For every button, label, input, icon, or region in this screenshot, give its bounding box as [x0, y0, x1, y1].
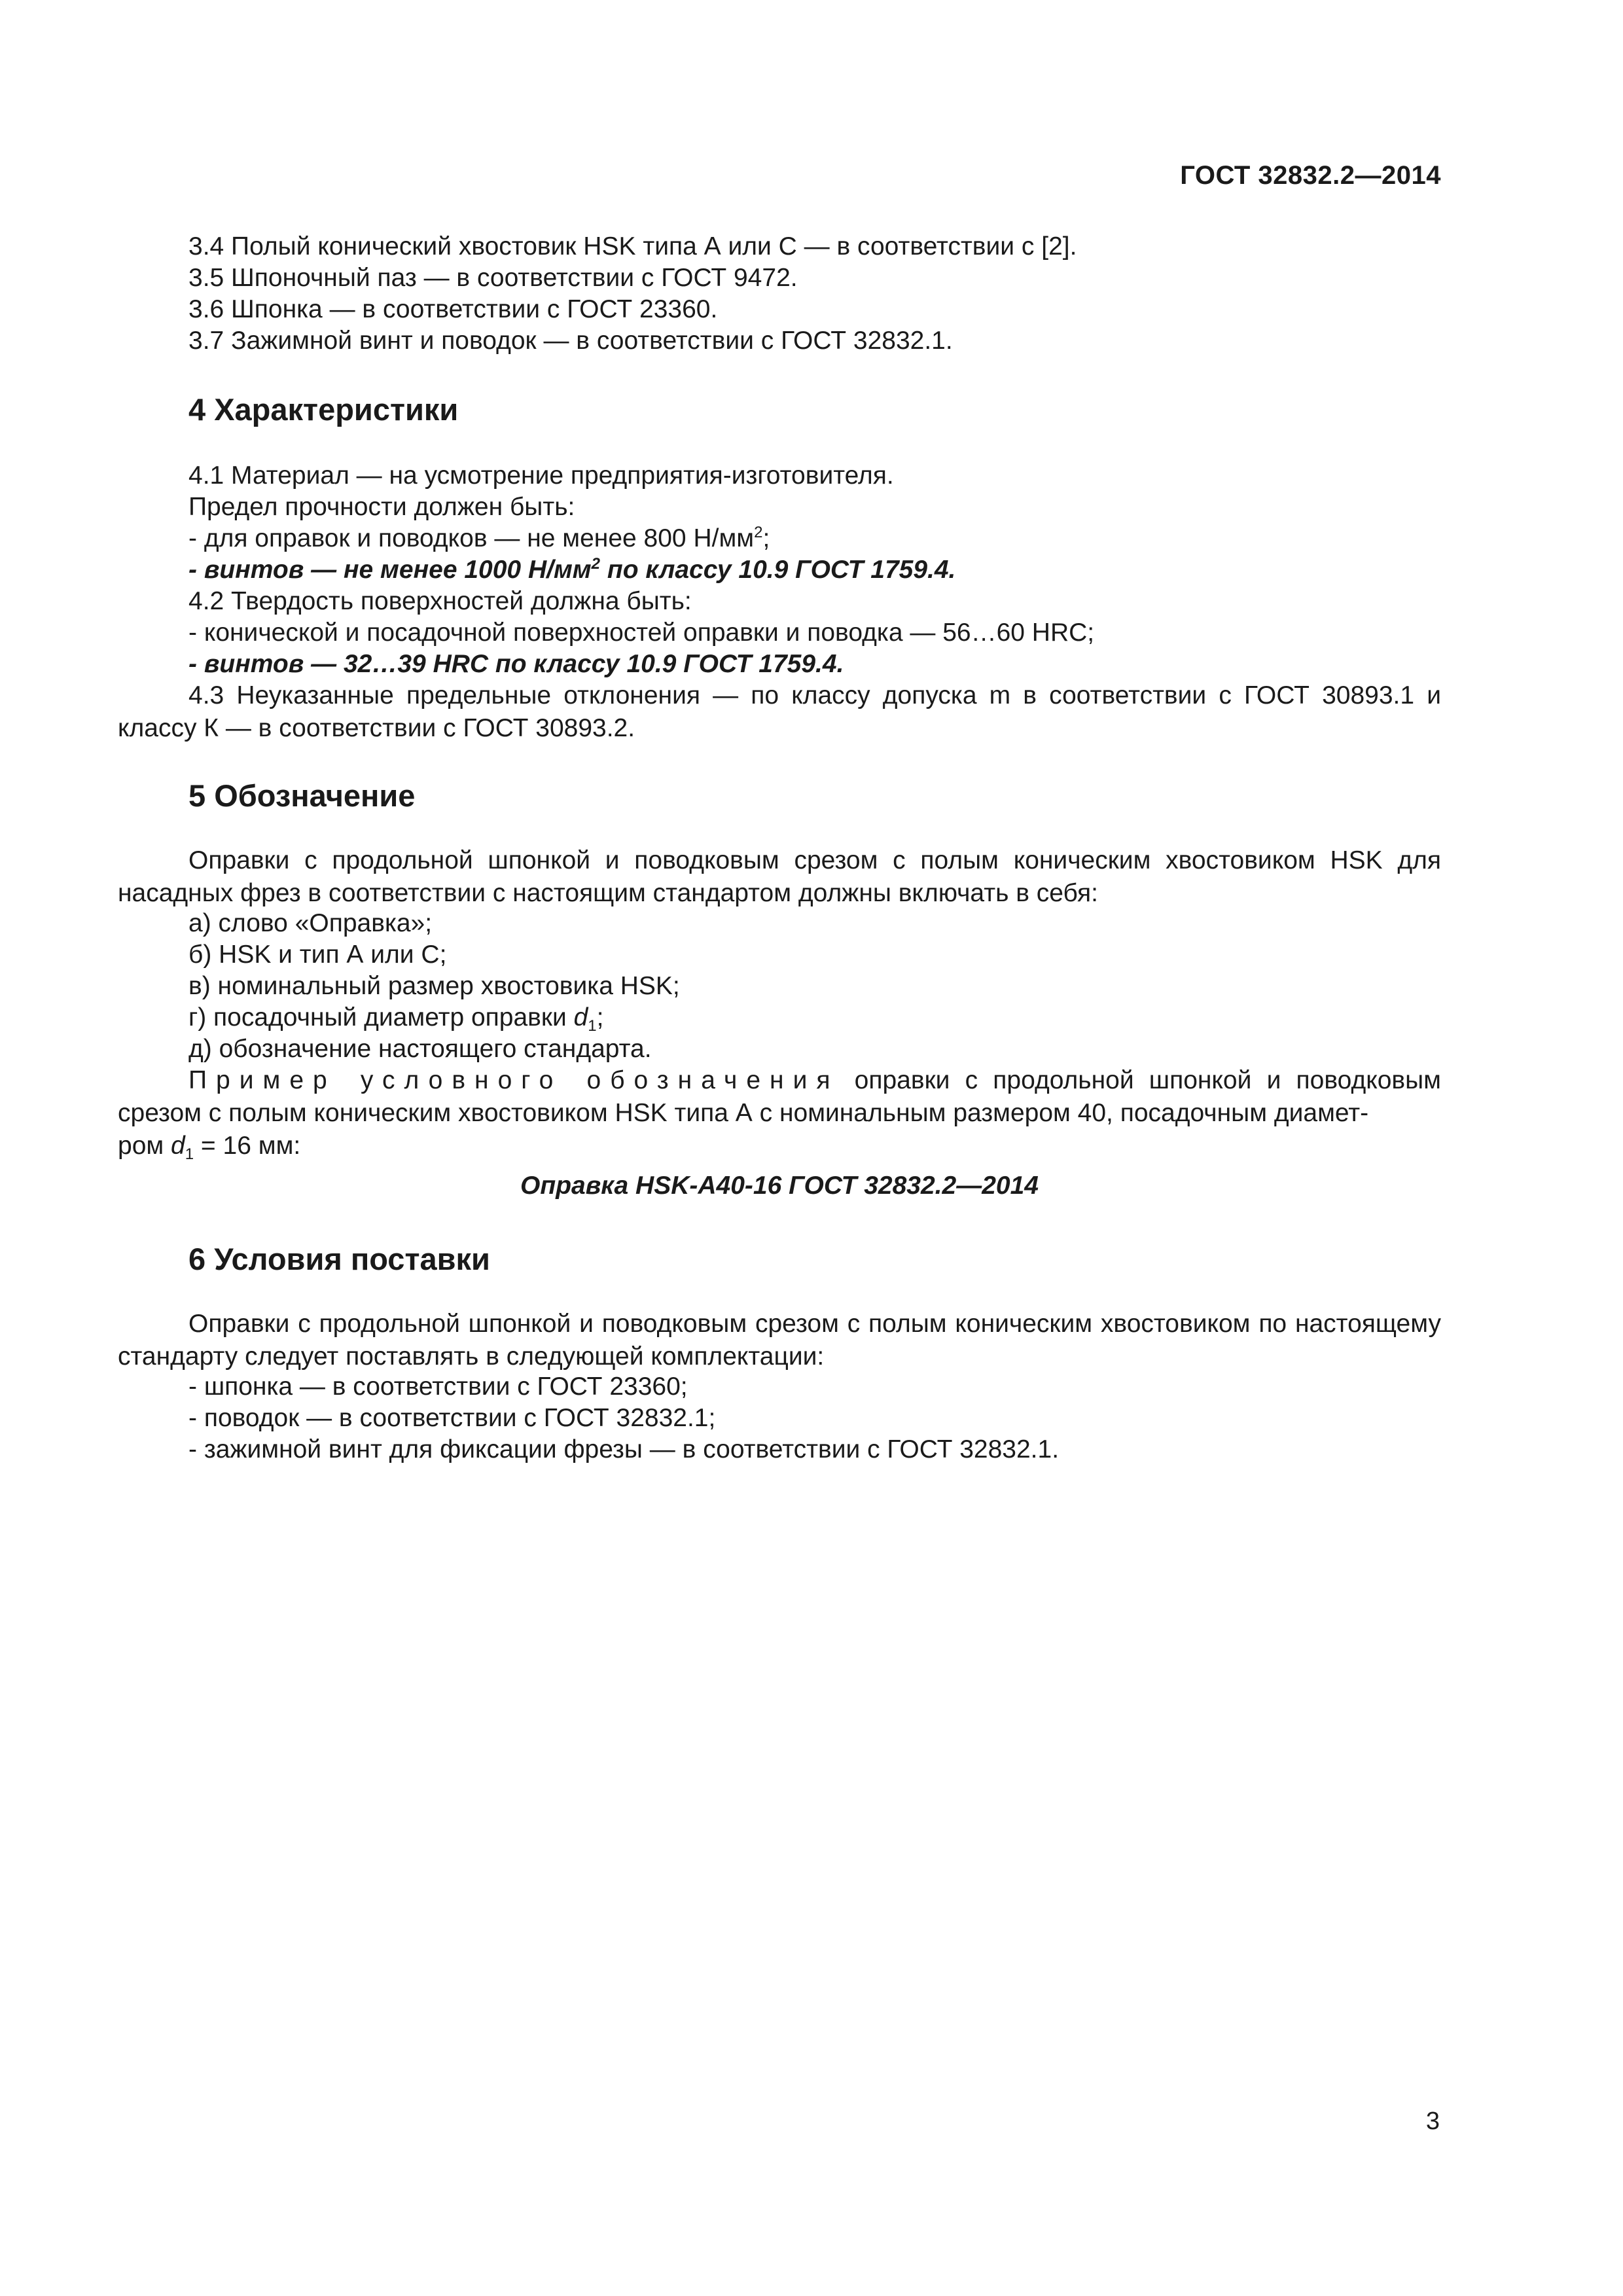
section-6-heading: 6 Условия поставки	[188, 1242, 490, 1276]
supply-item-screw: - зажимной винт для фиксации фрезы — в соответствии с ГОСТ 32832.1.	[188, 1435, 1060, 1463]
list-item-b: б) HSK и тип А или С;	[188, 941, 447, 969]
strength-intro: Предел прочности должен быть:	[188, 493, 575, 521]
clause-4-3: 4.3 Неуказанные предельные отклонения — по классу допуска m в соответствии с ГОСТ 30893.1 и классу К — в соответствии с ГОСТ 30893.2.	[118, 681, 1441, 742]
designation-example: Пример условного обозначения оправки с продольной шпонкой и поводковым срезом с полым коническим хвостовиком HSK типа А с номинальным размером 40, посадочным диамет- ром $d_1 = 16$ мм:	[118, 1066, 1441, 1163]
hardness-mandrels: - конической и посадочной поверхностей оправки и поводка — 56…60 HRC;	[188, 619, 1095, 647]
clause-3-6: 3.6 Шпонка — в соответствии с ГОСТ 23360.	[188, 295, 718, 323]
supply-item-driver: - поводок — в соответствии с ГОСТ 32832.1;	[188, 1404, 716, 1432]
list-item-d: г) посадочный диаметр оправки $d_1$;	[188, 1003, 604, 1035]
supply-item-key: - шпонка — в соответствии с ГОСТ 23360;	[188, 1372, 688, 1401]
designation-example-code: Оправка HSK-A40-16 ГОСТ 32832.2—2014	[520, 1172, 1039, 1200]
section-5-heading: 5 Обозначение	[188, 778, 416, 813]
standard-code: ГОСТ 32832.2—2014	[1180, 161, 1441, 190]
list-item-a: а) слово «Оправка»;	[188, 909, 433, 937]
clause-3-5: 3.5 Шпоночный паз — в соответствии с ГОСТ 9472.	[188, 264, 798, 292]
page-number: 3	[1425, 2108, 1440, 2135]
section-4-heading: 4 Характеристики	[188, 392, 459, 427]
list-item-e: д) обозначение настоящего стандарта.	[188, 1035, 652, 1063]
strength-screws: - винтов — не менее 1000 $Н/мм^2$ по классу 10.9 ГОСТ 1759.4.	[188, 555, 956, 584]
designation-intro: Оправки с продольной шпонкой и поводковым срезом с полым коническим хвостовиком HSK для насадных фрез в соответствии с настоящим стандартом должны включать в себя:	[118, 846, 1441, 907]
clause-3-7: 3.7 Зажимной винт и поводок — в соответствии с ГОСТ 32832.1.	[188, 327, 953, 355]
strength-mandrels: - для оправок и поводков — не менее 800 $Н/мм^2$;	[188, 524, 770, 552]
clause-4-2: 4.2 Твердость поверхностей должна быть:	[188, 587, 692, 615]
clause-4-1: 4.1 Материал — на усмотрение предприятия-изготовителя.	[188, 461, 894, 490]
supply-intro: Оправки с продольной шпонкой и поводковым срезом с полым коническим хвостовиком по настоящему стандарту следует поставлять в следующей комплектации:	[118, 1310, 1441, 1371]
clause-3-4: 3.4 Полый конический хвостовик HSK типа А или С — в соответствии с [2].	[188, 232, 1077, 260]
hardness-screws: - винтов — 32…39 HRC по классу 10.9 ГОСТ 1759.4.	[188, 650, 844, 678]
list-item-c: в) номинальный размер хвостовика HSK;	[188, 972, 680, 1000]
